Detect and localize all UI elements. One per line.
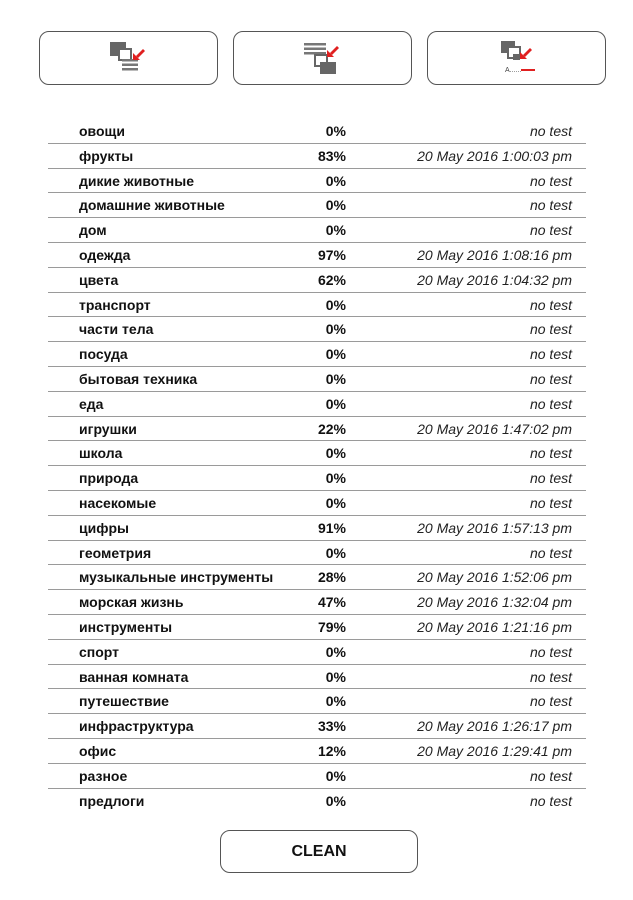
table-row [48, 268, 586, 293]
score-percent: 97% [317, 246, 346, 263]
table-row [48, 441, 586, 466]
category-name: посуда [79, 346, 128, 363]
table-row [48, 342, 586, 367]
score-percent: 0% [325, 544, 346, 561]
category-name: природа [79, 470, 139, 487]
table-row [48, 466, 586, 491]
stack-export-icon [109, 41, 149, 75]
score-percent: 0% [325, 222, 346, 239]
table-row [48, 417, 586, 442]
test-date: no test [529, 346, 572, 363]
category-name: ванная комната [79, 668, 189, 685]
table-row [48, 392, 586, 417]
table-row [48, 789, 586, 814]
table-row [48, 764, 586, 789]
test-date: no test [529, 370, 572, 387]
category-name: спорт [79, 643, 120, 660]
score-percent: 0% [325, 668, 346, 685]
test-date: 20 May 2016 1:04:32 pm [417, 271, 572, 288]
category-name: игрушки [79, 420, 137, 437]
test-date: 20 May 2016 1:21:16 pm [417, 618, 572, 635]
auto-export-button[interactable] [427, 31, 606, 85]
score-percent: 0% [325, 643, 346, 660]
table-row [48, 516, 586, 541]
test-date: 20 May 2016 1:00:03 pm [417, 147, 572, 164]
category-name: насекомые [79, 494, 157, 511]
category-name: цифры [79, 519, 129, 536]
table-row [48, 541, 586, 566]
test-date: 20 May 2016 1:32:04 pm [417, 594, 572, 611]
clean-button[interactable]: CLEAN [220, 830, 418, 873]
table-row [48, 144, 586, 169]
table-row [48, 367, 586, 392]
test-date: no test [529, 296, 572, 313]
test-date: 20 May 2016 1:26:17 pm [417, 718, 572, 735]
score-percent: 0% [325, 494, 346, 511]
auto-export-caption: A...... [504, 67, 521, 74]
test-date: 20 May 2016 1:47:02 pm [417, 420, 572, 437]
test-date: no test [529, 643, 572, 660]
table-row [48, 491, 586, 516]
score-percent: 0% [325, 346, 346, 363]
test-date: no test [529, 321, 572, 338]
test-date: 20 May 2016 1:52:06 pm [417, 569, 572, 586]
stack-import-icon [303, 41, 343, 75]
score-percent: 83% [317, 147, 346, 164]
score-percent: 0% [325, 172, 346, 189]
test-date: no test [529, 470, 572, 487]
table-row [48, 218, 586, 243]
category-name: предлоги [79, 792, 145, 809]
table-row [48, 739, 586, 764]
category-name: дом [79, 222, 107, 239]
category-name: транспорт [79, 296, 151, 313]
score-percent: 0% [325, 693, 346, 710]
import-button[interactable] [233, 31, 412, 85]
results-table [48, 119, 586, 813]
test-date: 20 May 2016 1:08:16 pm [417, 246, 572, 263]
table-row [48, 169, 586, 194]
score-percent: 28% [317, 569, 346, 586]
test-date: no test [529, 395, 572, 412]
table-row [48, 565, 586, 590]
test-date: no test [529, 123, 572, 139]
test-date: 20 May 2016 1:29:41 pm [417, 742, 572, 759]
table-row [48, 689, 586, 714]
test-date: no test [529, 767, 572, 784]
category-name: фрукты [79, 147, 134, 164]
table-row [48, 714, 586, 739]
score-percent: 12% [317, 742, 346, 759]
category-name: офис [79, 742, 117, 759]
category-name: дикие животные [79, 172, 194, 189]
category-name: морская жизнь [79, 594, 184, 611]
score-percent: 0% [325, 321, 346, 338]
score-percent: 0% [325, 370, 346, 387]
category-name: музыкальные инструменты [79, 569, 274, 586]
test-date: no test [529, 197, 572, 214]
table-row [48, 243, 586, 268]
category-name: инфраструктура [79, 718, 194, 735]
score-percent: 91% [317, 519, 346, 536]
test-date: no test [529, 445, 572, 462]
score-percent: 0% [325, 470, 346, 487]
category-name: домашние животные [79, 197, 225, 214]
test-date: no test [529, 544, 572, 561]
test-date: no test [529, 172, 572, 189]
category-name: бытовая техника [79, 370, 198, 387]
category-name: разное [79, 767, 128, 784]
table-row [48, 615, 586, 640]
table-row [48, 317, 586, 342]
score-percent: 0% [325, 445, 346, 462]
category-name: геометрия [79, 544, 152, 561]
score-percent: 22% [317, 420, 346, 437]
score-percent: 0% [325, 395, 346, 412]
test-date: 20 May 2016 1:57:13 pm [417, 519, 572, 536]
category-name: овощи [79, 123, 125, 139]
table-row [48, 119, 586, 144]
table-row [48, 640, 586, 665]
score-percent: 33% [317, 718, 346, 735]
category-name: части тела [79, 321, 154, 338]
score-percent: 0% [325, 792, 346, 809]
table-row [48, 193, 586, 218]
score-percent: 0% [325, 123, 346, 139]
score-percent: 0% [325, 197, 346, 214]
test-date: no test [529, 494, 572, 511]
test-date: no test [529, 668, 572, 685]
category-name: одежда [79, 246, 131, 263]
test-date: no test [529, 222, 572, 239]
table-row [48, 293, 586, 318]
export-button[interactable] [39, 31, 218, 85]
score-percent: 79% [317, 618, 346, 635]
category-name: цвета [79, 271, 119, 288]
test-date: no test [529, 792, 572, 809]
table-row [48, 665, 586, 690]
test-date: no test [529, 693, 572, 710]
category-name: инструменты [79, 618, 173, 635]
table-row [48, 590, 586, 615]
auto-export-icon [497, 40, 537, 76]
score-percent: 47% [317, 594, 346, 611]
category-name: еда [79, 395, 104, 412]
category-name: путешествие [79, 693, 169, 710]
toolbar [39, 31, 606, 87]
score-percent: 62% [317, 271, 346, 288]
category-name: школа [79, 445, 123, 462]
score-percent: 0% [325, 767, 346, 784]
score-percent: 0% [325, 296, 346, 313]
